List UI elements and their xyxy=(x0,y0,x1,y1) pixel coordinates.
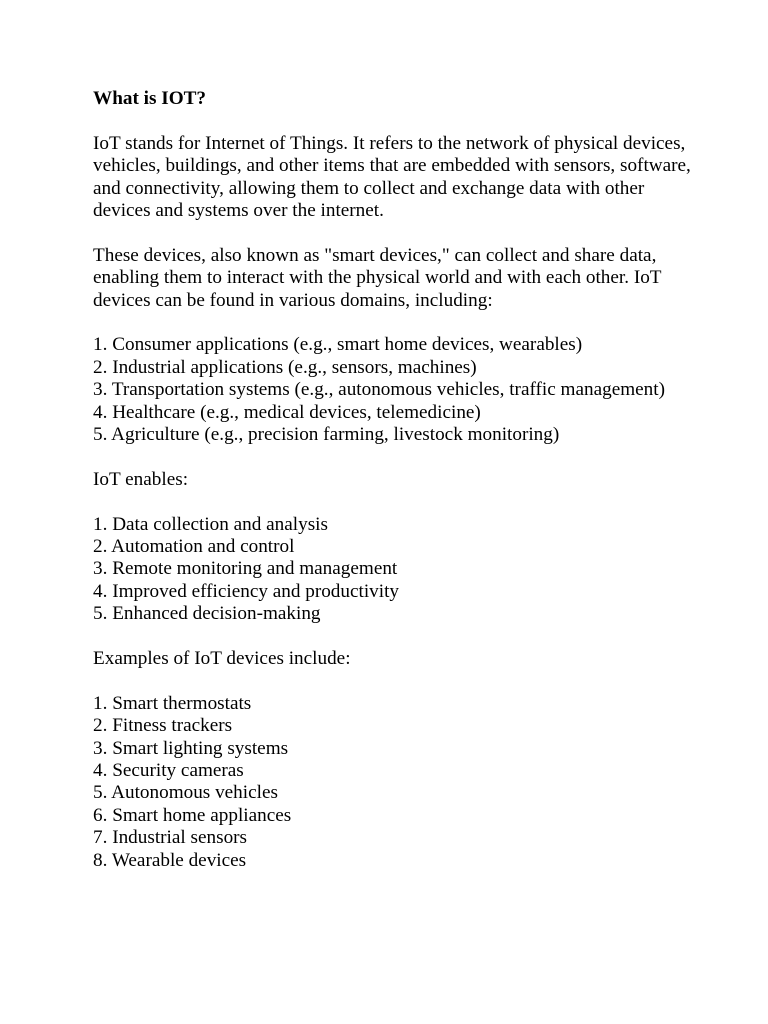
document-page xyxy=(93,88,693,872)
list-item: 5. Autonomous vehicles xyxy=(93,782,278,804)
domains-list xyxy=(93,334,693,446)
list-item: 3. Smart lighting systems xyxy=(93,737,289,759)
list-item: 4. Security cameras xyxy=(93,760,244,782)
list-item: 1. Data collection and analysis xyxy=(93,513,328,535)
intro-paragraph: IoT stands for Internet of Things. It refers to the network of physical devices, vehicles, buildings, and other items that are embedded with sensors, software, and connectivity, allowing them to collect and exchange data with other devices and systems over the internet. xyxy=(93,132,691,222)
spacer xyxy=(93,110,693,132)
spacer xyxy=(93,312,693,334)
enables-heading: IoT enables: xyxy=(93,468,189,490)
spacer xyxy=(93,222,693,244)
spacer xyxy=(93,670,693,692)
list-item: 4. Improved efficiency and productivity xyxy=(93,580,400,602)
list-item: 8. Wearable devices xyxy=(93,849,247,871)
list-item: 5. Agriculture (e.g., precision farming, livestock monitoring) xyxy=(93,424,560,446)
devices-paragraph: These devices, also known as "smart devices," can collect and share data, enabling them to interact with the physical world and with each other. IoT devices can be found in various domains, including: xyxy=(93,244,662,311)
list-item: 7. Industrial sensors xyxy=(93,827,248,849)
list-item: 2. Industrial applications (e.g., sensors, machines) xyxy=(93,356,477,378)
list-item: 1. Smart thermostats xyxy=(93,692,252,714)
list-item: 5. Enhanced decision-making xyxy=(93,603,321,625)
list-item: 6. Smart home appliances xyxy=(93,804,292,826)
spacer xyxy=(93,626,693,648)
list-item: 3. Remote monitoring and management xyxy=(93,558,398,580)
list-item: 2. Automation and control xyxy=(93,536,295,558)
examples-heading: Examples of IoT devices include: xyxy=(93,648,351,670)
list-item: 3. Transportation systems (e.g., autonomous vehicles, traffic management) xyxy=(93,379,665,401)
list-item: 4. Healthcare (e.g., medical devices, telemedicine) xyxy=(93,401,481,423)
spacer xyxy=(93,491,693,513)
examples-list xyxy=(93,693,693,872)
document-title: What is IOT? xyxy=(93,88,207,109)
list-item: 1. Consumer applications (e.g., smart home devices, wearables) xyxy=(93,334,583,356)
list-item: 2. Fitness trackers xyxy=(93,715,233,737)
spacer xyxy=(93,446,693,468)
enables-list xyxy=(93,514,693,626)
